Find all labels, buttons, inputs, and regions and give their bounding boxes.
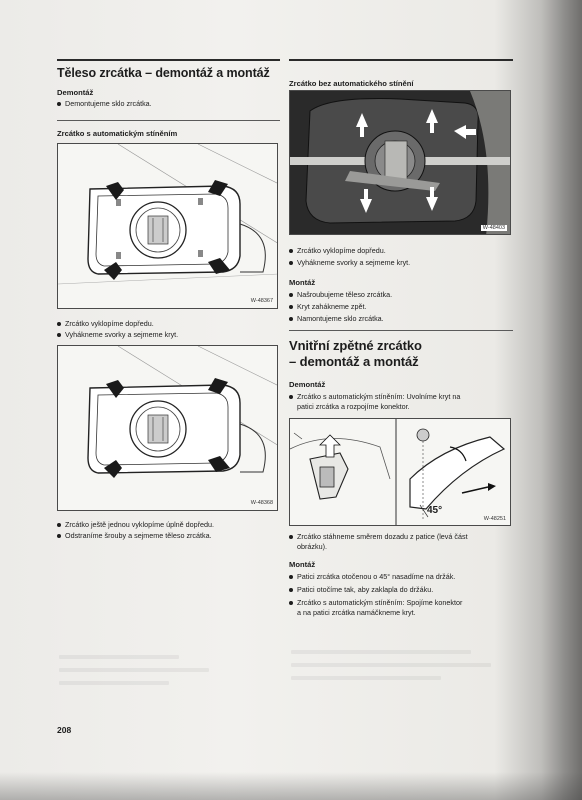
- header-rule: [289, 59, 513, 61]
- fig1-caption: Zrcátko s automatickým stíněním: [57, 129, 178, 138]
- demontaz2-item2-line2: obrázku).: [297, 542, 327, 551]
- montaz2-item3-line2: a na patici zrcátka namáčkneme kryt.: [297, 608, 416, 617]
- section2-title-line2: – demontáž a montáž: [289, 354, 419, 369]
- divider: [57, 120, 280, 121]
- figure-mirror-auto-dimming: [57, 143, 278, 309]
- fig2-code: W-48368: [250, 500, 273, 506]
- header-rule: [57, 59, 280, 61]
- fig2-item: Zrcátko ještě jednou vyklopíme úplně dopředu.: [65, 520, 215, 529]
- fig4-code: W-48251: [483, 516, 506, 522]
- montaz-item: Namontujeme sklo zrcátka.: [297, 314, 384, 323]
- figure-mirror-housing: [57, 345, 278, 511]
- divider: [289, 330, 513, 331]
- demontaz2-item1-line2: patici zrcátka a rozpojíme konektor.: [297, 402, 410, 411]
- bleed-through: [59, 681, 169, 685]
- section-title: Těleso zrcátka – demontáž a montáž: [57, 66, 270, 80]
- demontaz-heading: Demontáž: [57, 88, 94, 97]
- montaz-item: Kryt zahákneme zpět.: [297, 302, 367, 311]
- bleed-through: [291, 676, 441, 680]
- montaz2-item3-line1: Zrcátko s automatickým stíněním: Spojíme konektor: [297, 598, 463, 607]
- montaz-item: Našroubujeme těleso zrcátka.: [297, 290, 393, 299]
- demontaz-item: Demontujeme sklo zrcátka.: [65, 99, 152, 108]
- angle-label: 45°: [427, 505, 443, 516]
- figure-mirror-no-dimming: [289, 90, 511, 235]
- demontaz2-heading: Demontáž: [289, 380, 326, 389]
- fig3-code: W-48403: [482, 225, 505, 231]
- montaz2-item2: Patici otočíme tak, aby zaklapla do držáku.: [297, 585, 434, 594]
- bleed-through: [59, 655, 179, 659]
- section2-title-line1: Vnitřní zpětné zrcátko: [289, 338, 422, 353]
- bleed-through: [291, 663, 491, 667]
- fig3-item: Vyhákneme svorky a sejmeme kryt.: [297, 258, 411, 267]
- fig1-item: Zrcátko vyklopíme dopředu.: [65, 319, 154, 328]
- bleed-through: [291, 650, 471, 654]
- figure-interior-mirror: [289, 418, 511, 526]
- fig3-item: Zrcátko vyklopíme dopředu.: [297, 246, 386, 255]
- fig1-code: W-48367: [250, 298, 273, 304]
- montaz2-item1: Patici zrcátka otočenou o 45° nasadíme na držák.: [297, 572, 456, 581]
- scan-shadow: [0, 772, 582, 800]
- demontaz2-item1-line1: Zrcátko s automatickým stíněním: Uvolníme kryt na: [297, 392, 461, 401]
- fig2-item: Odstraníme šrouby a sejmeme těleso zrcátka.: [65, 531, 212, 540]
- montaz2-heading: Montáž: [289, 560, 316, 569]
- fig1-item: Vyhákneme svorky a sejmeme kryt.: [65, 330, 179, 339]
- demontaz2-item2-line1: Zrcátko stáhneme směrem dozadu z patice (levá část: [297, 532, 468, 541]
- bleed-through: [59, 668, 209, 672]
- page-number: 208: [57, 725, 72, 735]
- montaz-heading: Montáž: [289, 278, 316, 287]
- fig3-caption: Zrcátko bez automatického stínění: [289, 79, 414, 88]
